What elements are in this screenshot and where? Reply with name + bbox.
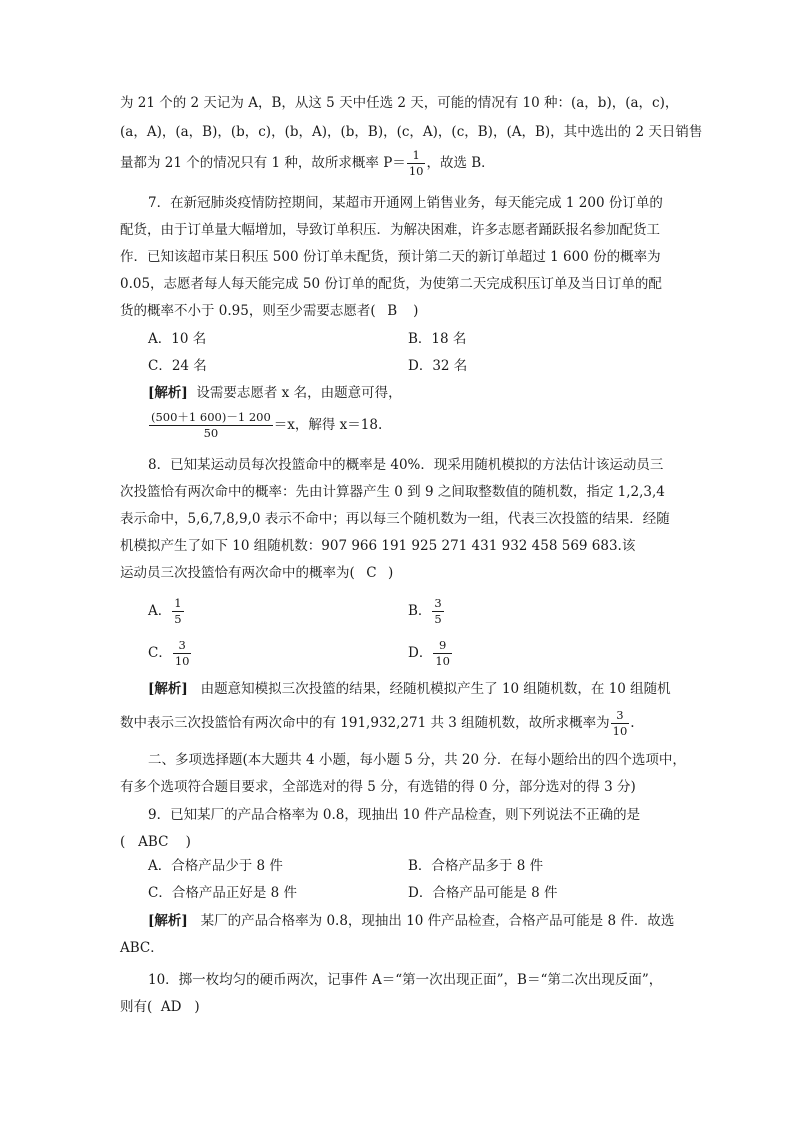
fraction-denominator: 10 [174,653,190,668]
fraction-numerator: 3 [434,596,442,610]
fraction-numerator: 3 [173,640,192,654]
q8-option-c-fraction [173,640,192,667]
fraction-numerator: (500＋1 600)－1 200 [151,410,271,424]
fraction-numerator: 9 [433,640,452,654]
q8-line-1: 8．已知某运动员每次投篮命中的概率是 40%．现采用随机模拟的方法估计该运动员三 [148,457,664,473]
q9-option-d: D．合格产品可能是 8 件 [408,885,558,901]
q7-line-4: 0.05，志愿者每人每天能完成 50 份订单的配货，为使第二天完成积压订单及当日订单的配 [120,276,662,292]
q7-answer: B [387,303,398,319]
q9-solution-line-1 [148,911,674,931]
solution-tag: [解析] [148,385,188,401]
q8-solution-fraction [611,710,630,737]
q9-solution-text-1: 某厂的产品合格率为 0.8，现抽出 10 件产品检查，合格产品可能是 8 件．故选 [200,913,675,929]
q7-line-2: 配货，由于订单量大幅增加，导致订单积压．为解决困难，许多志愿者踊跃报名参加配货工 [120,222,660,238]
q6-line-3-text: 量都为 21 个的情况只有 1 种，故所求概率 P＝ [120,155,406,171]
q8-option-c [148,640,192,667]
q10-answer: AD [160,999,182,1015]
q10-line-1: 10．掷一枚均匀的硬币两次，记事件 A＝“第一次出现正面”，B＝“第二次出现反面”， [148,972,663,988]
q9-solution-line-2: ABC． [120,940,164,956]
q8-option-b [408,598,445,625]
q7-equation-fraction [149,412,273,439]
fraction-numerator: 1 [174,596,182,610]
q7-line-3: 作．已知该超市某日积压 500 份订单未配货，预计第二天的新订单超过 1 600 份的概率为 [120,249,661,265]
fraction-denominator: 10 [408,163,424,178]
q9-option-a: A．合格产品少于 8 件 [148,858,283,874]
q8-solution-line-1 [148,679,671,699]
q8-line-4: 机模拟产生了如下 10 组随机数：907 966 191 925 271 431 932 458 569 683.该 [120,538,636,554]
q7-option-c: C．24 名 [148,358,207,374]
q7-solution [148,383,402,403]
fraction-numerator: 3 [611,710,630,724]
q8-option-a [148,598,185,625]
q6-line-3-end: ，故选 B． [426,155,495,171]
section-2-heading-line-1: 二、多项选择题(本大题共 4 小题，每小题 5 分，共 20 分．在每小题给出的四个选项中， [148,752,686,768]
q8-close-paren: ) [387,565,394,581]
q8-option-b-label: B． [408,603,432,619]
fraction-numerator: 1 [407,150,426,164]
q10-stem-end: 则有( [120,999,153,1015]
q8-option-a-fraction [172,598,183,625]
q8-option-d-label: D． [408,645,433,661]
solution-tag: [解析] [148,913,188,929]
q9-line-2 [120,832,191,852]
q7-line-1: 7．在新冠肺炎疫情防控期间，某超市开通网上销售业务，每天能完成 1 200 份订单的 [148,195,663,211]
solution-tag: [解析] [148,681,188,697]
q8-option-a-label: A． [148,603,172,619]
q6-line-2: (a，A)，(a，B)，(b，c)，(b，A)，(b，B)，(c，A)，(c，B)，(A，B)，其中选出的 2 天日销售 [120,124,703,140]
fraction-denominator: 50 [203,425,219,440]
q8-solution-line-2 [120,710,635,737]
section-2-heading-line-2: 有多个选项符合题目要求，全部选对的得 5 分，有选错的得 0 分，部分选对的得 3 分) [120,779,636,795]
q9-open-paren: ( [120,834,126,850]
q10-close-paren: ) [194,999,200,1015]
q8-option-d [408,640,453,667]
q6-probability-fraction [407,150,426,177]
q6-line-1: 为 21 个的 2 天记为 A，B，从这 5 天中任选 2 天，可能的情况有 10 种：(a，b)，(a，c)， [120,95,679,111]
q7-option-b: B．18 名 [408,331,467,347]
q7-option-a: A．10 名 [148,331,207,347]
q8-solution-text-1: 由题意知模拟三次投篮的结果，经随机模拟产生了 10 组随机数，在 10 组随机 [200,681,671,697]
q7-stem-end: 货的概率不小于 0.95，则至少需要志愿者( [120,303,376,319]
q8-option-d-fraction [433,640,452,667]
q7-equation-result: ＝x，解得 x＝18. [273,417,383,433]
q8-option-c-label: C． [148,645,172,661]
q9-close-paren: ) [185,834,191,850]
q8-solution-text-2: 数中表示三次投篮恰有两次命中的有 191,932,271 共 3 组随机数，故所求概率为 [120,715,610,731]
q8-line-3: 表示命中，5,6,7,8,9,0 表示不命中；再以每三个随机数为一组，代表三次投篮的结果．经随 [120,511,670,527]
q9-option-b: B．合格产品多于 8 件 [408,858,544,874]
q7-line-5 [120,301,418,321]
q8-line-2: 次投篮恰有两次命中的概率：先由计算器产生 0 到 9 之间取整数值的随机数，指定 1,2,3,4 [120,484,665,500]
q8-option-b-fraction [432,598,443,625]
q8-stem-end: 运动员三次投篮恰有两次命中的概率为( [120,565,355,581]
q10-line-2 [120,997,200,1017]
q9-answer: ABC [138,834,169,850]
fraction-denominator: 10 [435,653,450,668]
fraction-denominator: 5 [174,611,182,626]
q7-solution-text: 设需要志愿者 x 名，由题意可得， [196,385,402,401]
q8-last-line [120,563,393,583]
q9-line-1: 9．已知某厂的产品合格率为 0.8，现抽出 10 件产品检查，则下列说法不正确的是 [148,807,641,823]
fraction-denominator: 5 [434,611,442,626]
q9-option-c: C．合格产品正好是 8 件 [148,885,298,901]
q7-option-d: D．32 名 [408,358,468,374]
q7-close-paren: ) [413,303,419,319]
fraction-denominator: 10 [612,723,628,738]
q8-answer: C [366,565,377,581]
q8-solution-end: . [630,715,635,731]
q6-line-3 [120,150,495,177]
q7-equation [148,412,382,439]
